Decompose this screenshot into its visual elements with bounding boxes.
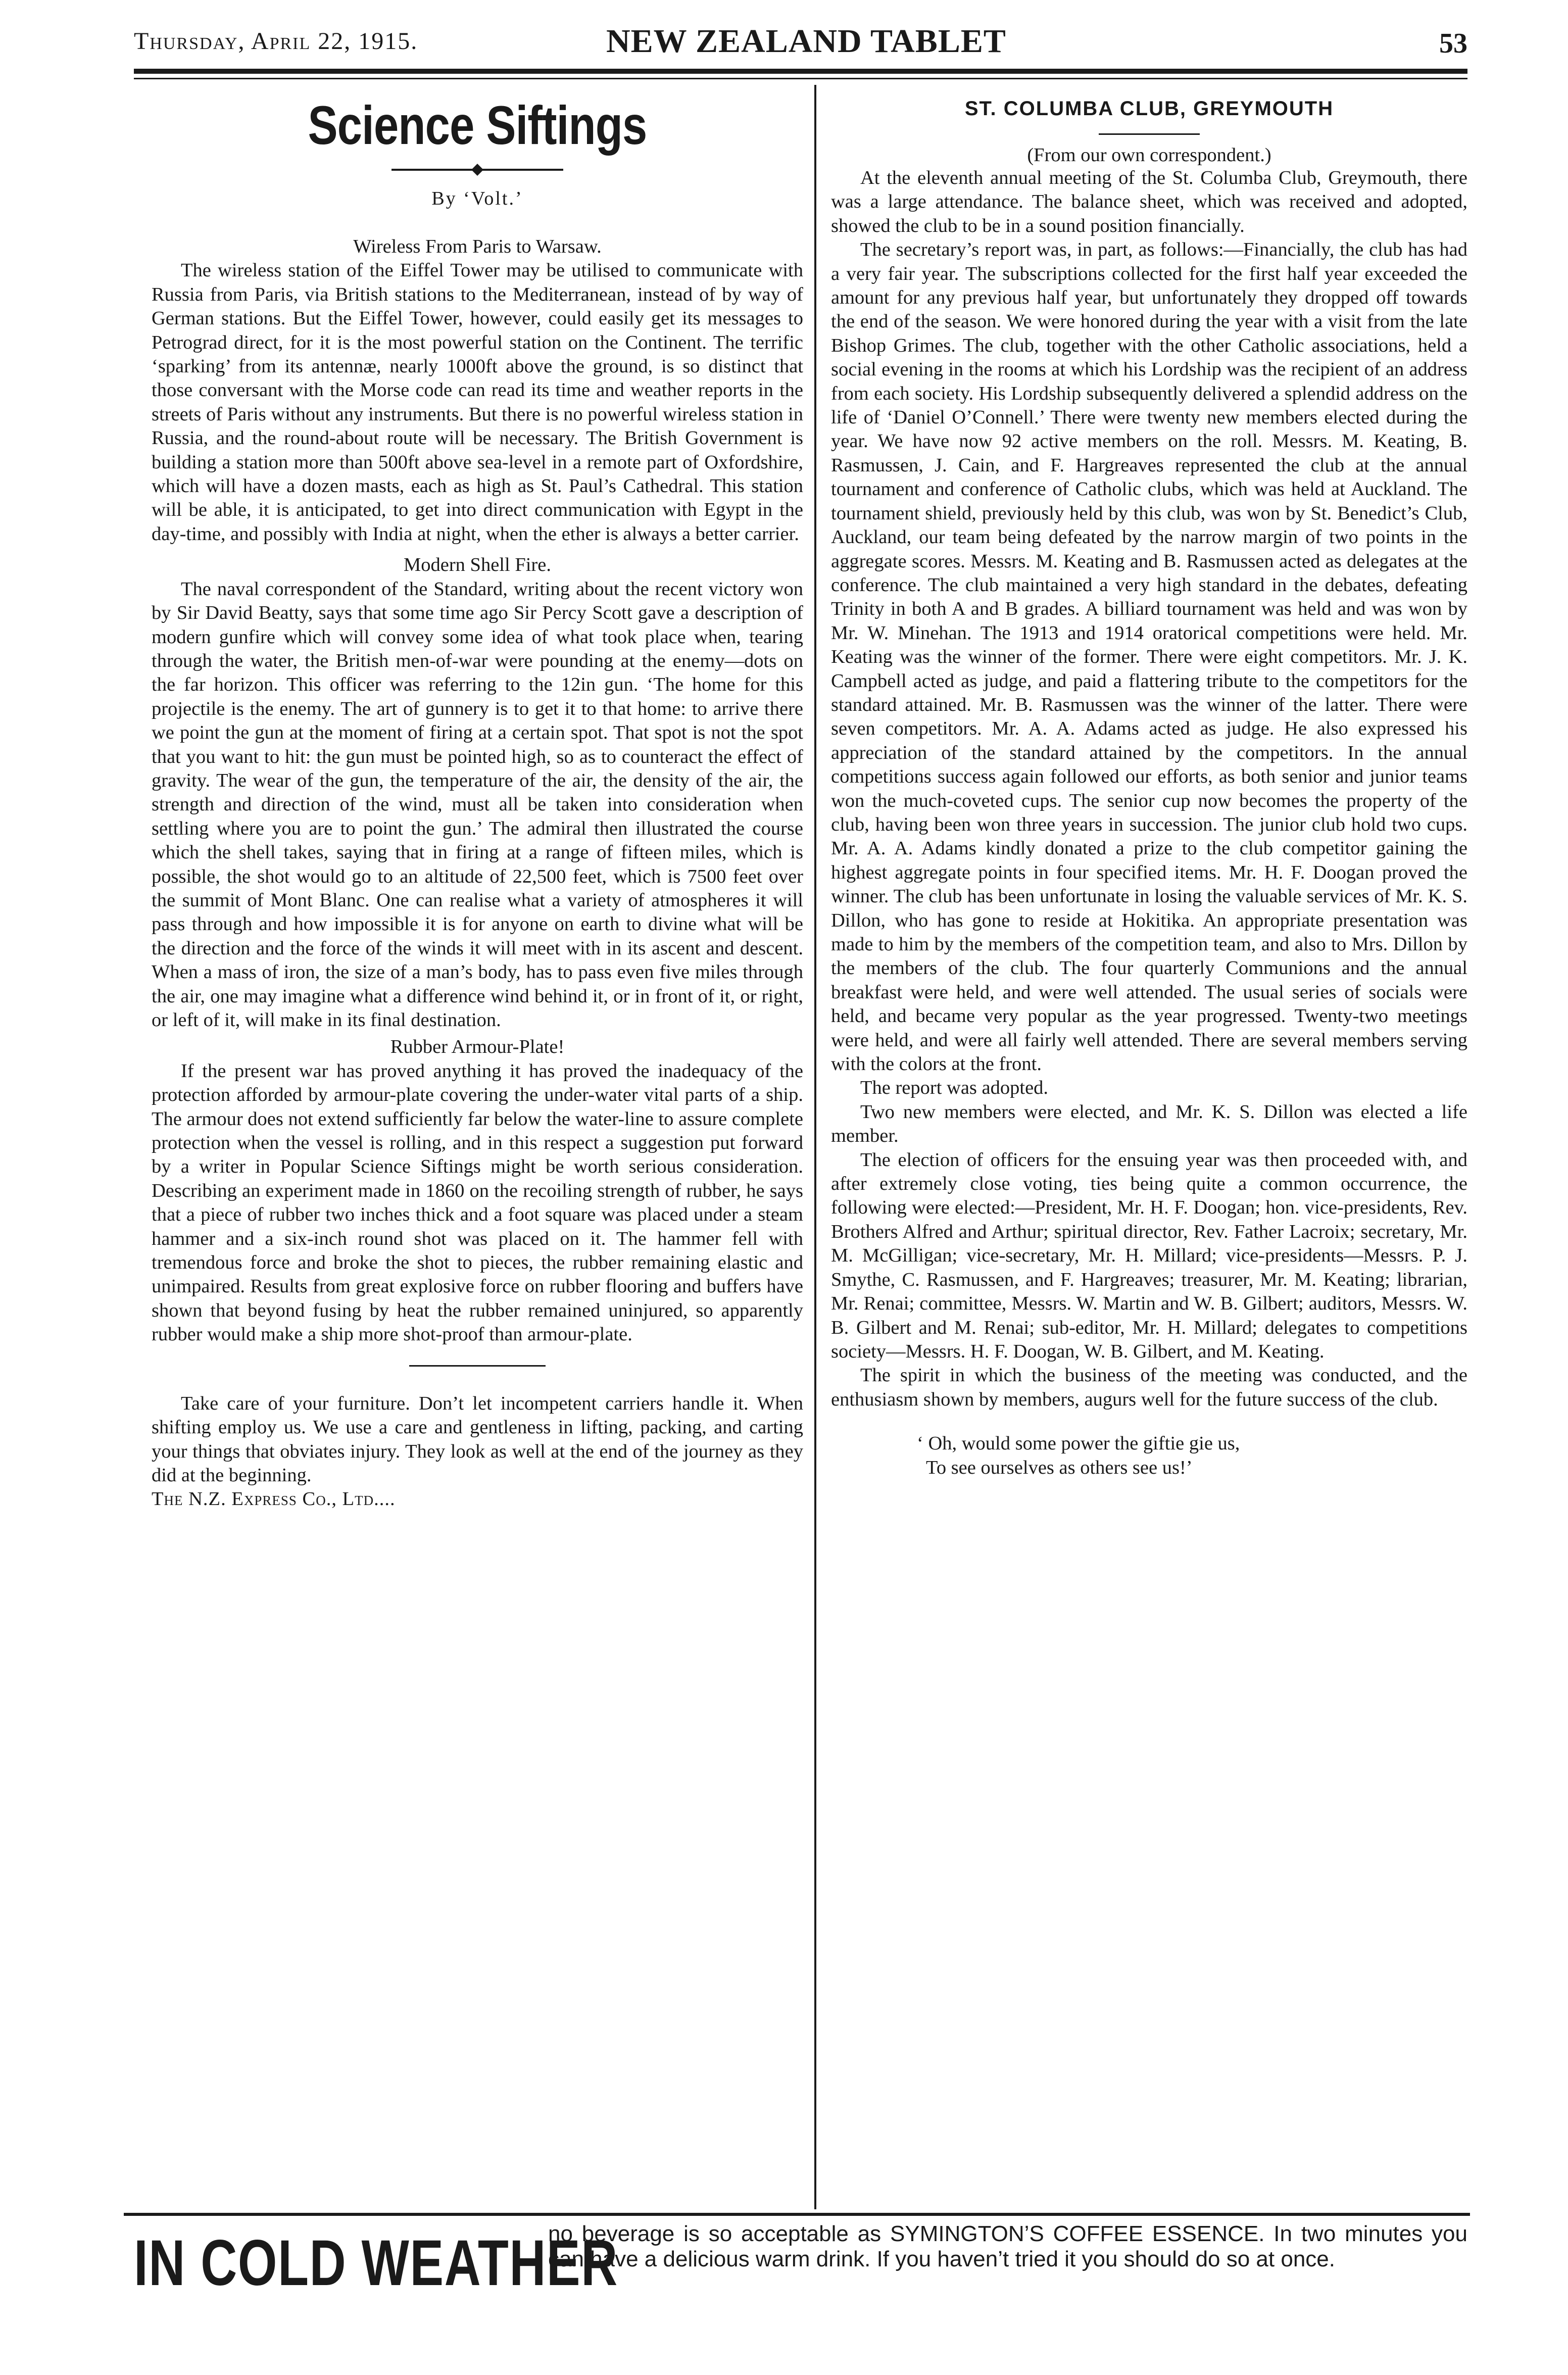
section-heading: Modern Shell Fire.: [404, 554, 551, 576]
club-title: ST. COLUMBA CLUB, GREYMOUTH: [964, 98, 1334, 120]
masthead-rule-thin: [134, 78, 1467, 79]
advert-body: Take care of your furniture. Don’t let incompetent carriers handle it. When shifting employ us. We use a care and gentleness in lifting, packing, and carting your things that obviates injury. They look as well at the end of the journey as they did at the beginning.: [152, 1392, 803, 1486]
advert-signature: The N.Z. Express Co., Ltd....: [152, 1488, 396, 1510]
article-section: [152, 1035, 803, 1346]
masthead-rule: [134, 69, 1467, 74]
article-section: [152, 235, 803, 546]
newspaper-title: NEW ZEALAND TABLET: [606, 23, 1006, 60]
section-heading: Rubber Armour-Plate!: [390, 1036, 565, 1058]
coffee-advert: [124, 2220, 1470, 2314]
advert-rule: [124, 2213, 1470, 2216]
club-column: [831, 88, 1467, 1480]
science-title: Science Siftings: [308, 94, 647, 156]
advert-text: no beverage is so acceptable as SYMINGTON’S COFFEE ESSENCE. In two minutes you can have a delicious warm drink. If you haven’t tried it you should do so at once.: [548, 2221, 1467, 2271]
quote-line: To see ourselves as others see us!’: [926, 1457, 1193, 1478]
issue-date: Thursday, April 22, 1915.: [134, 28, 418, 55]
club-paragraph: Two new members were elected, and Mr. K. S. Dillon was elected a life member.: [831, 1101, 1467, 1147]
column-divider: [814, 85, 816, 2209]
article-paragraph: If the present war has proved anything it has proved the inadequacy of the protection afforded by armour-plate covering the under-water vital parts of a ship. The armour does not extend sufficiently far below the water-line to assure complete protection when the vessel is rolling, and in this respect a suggestion put forward by a writer in Popular Science Siftings might be worth serious consideration. Describing an experiment made in 1860 on the recoiling strength of rubber, he says that a piece of rubber two inches thick and a foot square was placed under a steam hammer and a six-inch round shot was placed on it. The hammer fell with tremendous force and broke the shot to pieces, the rubber remaining elastic and unimpaired. Results from great explosive force on rubber flooring and buffers have shown that beyond fusing by heat the rubber remained uninjured, so apparently rubber would make a ship more shot-proof than armour-plate.: [152, 1060, 803, 1345]
article-paragraph: The naval correspondent of the Standard, writing about the recent victory won by Sir David Beatty, says that some time ago Sir Percy Scott gave a description of modern gunfire which will convey some idea of what took place when, tearing through the water, the British men-of-war were pounding at the enemy—dots on the far horizon. This officer was referring to the 12in gun. ‘The home for this projectile is the enemy. The art of gunnery is to get it to that home: to arrive there we point the gun at the moment of firing at a certain spot. That spot is not the spot that you want to hit: the gun must be pointed high, so as to counteract the effect of gravity. The wear of the gun, the temperature of the air, the density of the air, the strength and direction of the wind, must all be taken into consideration when settling where you are to point the gun.’ The admiral then illustrated the course which the shell takes, saying that in firing at a range of fifteen miles, which is possible, the shot would go to an altitude of 22,500 feet, which is 7500 feet over the summit of Mont Blanc. One can realise what a variety of atmospheres it will pass through and how impossible it is for anyone on earth to divine what will be the direction and the force of the winds it will meet with in its ascent and descent. When a mass of iron, the size of a man’s body, has to pass even five miles through the air, one may imagine what a difference wind behind it, or in front of it, or right, or left of it, will make in its final destination.: [152, 578, 803, 1031]
diamond-rule-icon: [391, 162, 563, 177]
correspondent-line: (From our own correspondent.): [1027, 144, 1271, 166]
section-heading: Wireless From Paris to Warsaw.: [353, 236, 602, 257]
masthead: [134, 20, 1467, 67]
ornament-rule: [152, 162, 803, 182]
advert-headline: IN COLD WEATHER: [134, 2227, 618, 2299]
closing-quote: [831, 1432, 1467, 1480]
club-paragraph: The spirit in which the business of the meeting was conducted, and the enthusiasm shown by members, augurs well for the future success of the club.: [831, 1365, 1467, 1410]
club-paragraph: At the eleventh annual meeting of the St. Columba Club, Greymouth, there was a large attendance. The balance sheet, which was received and adopted, showed the club to be in a sound position financially.: [831, 167, 1467, 236]
page-number: 53: [1439, 28, 1467, 59]
express-advert: [152, 1392, 803, 1512]
byline: By ‘Volt.’: [431, 188, 523, 209]
article-section: [152, 553, 803, 1032]
club-title-rule: [1099, 133, 1200, 135]
science-column: [152, 88, 803, 1512]
article-paragraph: The wireless station of the Eiffel Tower may be utilised to communicate with Russia from Paris, via British stations to the Mediterranean, instead of by way of German stations. But the Eiffel Tower, however, could easily get its messages to Petrograd direct, for it is the most powerful station on the Continent. The terrific ‘sparking’ from its antennæ, nearly 1000ft above the ground, is so distinct that those conversant with the Morse code can read its time and weather reports in the streets of Paris without any instruments. But there is no powerful wireless station in Russia, and the round-about route will be necessary. The British Government is building a station more than 500ft above sea-level in a remote part of Oxfordshire, which will have a dozen masts, each as high as St. Paul’s Cathedral. This station will be able, it is anticipated, to get into direct communication with Egypt in the day-time, and possibly with India at night, when the ether is always a better carrier.: [152, 260, 803, 545]
club-paragraph: The secretary’s report was, in part, as follows:—Financially, the club has had a very fair year. The subscriptions collected for the first half year exceeded the amount for any previous half year, but unfortunately they dropped off towards the end of the season. We were honored during the year with a visit from the late Bishop Grimes. The club, together with the other Catholic associations, held a social evening in the rooms at which his Lordship was the recipient of an address from each society. His Lordship subsequently delivered a splendid address on the life of ‘Daniel O’Connell.’ There were twenty new members elected during the year. We have now 92 active members on the roll. Messrs. M. Keating, B. Rasmussen, J. Cain, and F. Hargreaves represented the club at the annual tournament and conference of Catholic clubs, which was held at Auckland. The tournament shield, previously held by this club, was won by St. Benedict’s Club, Auckland, our team being defeated by the narrow margin of two points in the aggregate scores. Messrs. M. Keating and B. Rasmussen acted as delegates at the conference. The club maintained a very high standard in the debates, defeating Trinity in both A and B grades. A billiard tournament was held and was won by Mr. W. Minehan. The 1913 and 1914 oratorical competitions were held. Mr. Keating was the winner of the former. There were eight competitors. Mr. J. K. Campbell acted as judge, and paid a flattering tribute to the competitors for the standard attained. Mr. B. Rasmussen was the winner of the latter. There were seven competitors. Mr. A. A. Adams acted as judge. He also expressed his appreciation of the standard attained by the competitors. In the annual competitions success again followed our efforts, as both senior and junior teams won the much-coveted cups. The senior cup now becomes the property of the club, having been won three years in succession. The junior club hold two cups. Mr. A. A. Adams kindly donated a prize to the club competitor gaining the highest aggregate points in four specified items. Mr. H. F. Doogan proved the winner. The club has been unfortunate in losing the valuable services of Mr. K. S. Dillon, who has gone to reside at Hokitika. An appropriate presentation was made to him by the members of the competition team, and also to Mrs. Dillon by the members of the club. The four quarterly Communions and the annual breakfast were held, and were well attended. The usual series of socials were held, and became very popular as the year progressed. Twenty-two meetings were held, and were all fairly well attended. There are several members serving with the colors at the front.: [831, 239, 1467, 1075]
club-paragraph: The election of officers for the ensuing year was then proceeded with, and after extremely close voting, ties being quite a common occurrence, the following were elected:—President, Mr. H. F. Doogan; hon. vice-presidents, Rev. Brothers Alfred and Arthur; spiritual director, Rev. Father Lacroix; secretary, Mr. M. McGilligan; vice-secretary, Mr. H. Millard; vice-presidents—Messrs. P. J. Smythe, C. Rasmussen, and F. Hargreaves; treasurer, Mr. M. Keating; librarian, Mr. Renai; committee, Messrs. W. Martin and W. B. Gilbert; auditors, Messrs. W. B. Gilbert and M. Renai; sub-editor, Mr. H. Millard; delegates to competitions society—Messrs. H. F. Doogan, W. B. Gilbert, and M. Keating.: [831, 1149, 1467, 1362]
club-paragraph: The report was adopted.: [860, 1077, 1049, 1099]
quote-line: ‘ Oh, would some power the giftie gie us,: [917, 1433, 1240, 1455]
separator: [409, 1365, 546, 1367]
